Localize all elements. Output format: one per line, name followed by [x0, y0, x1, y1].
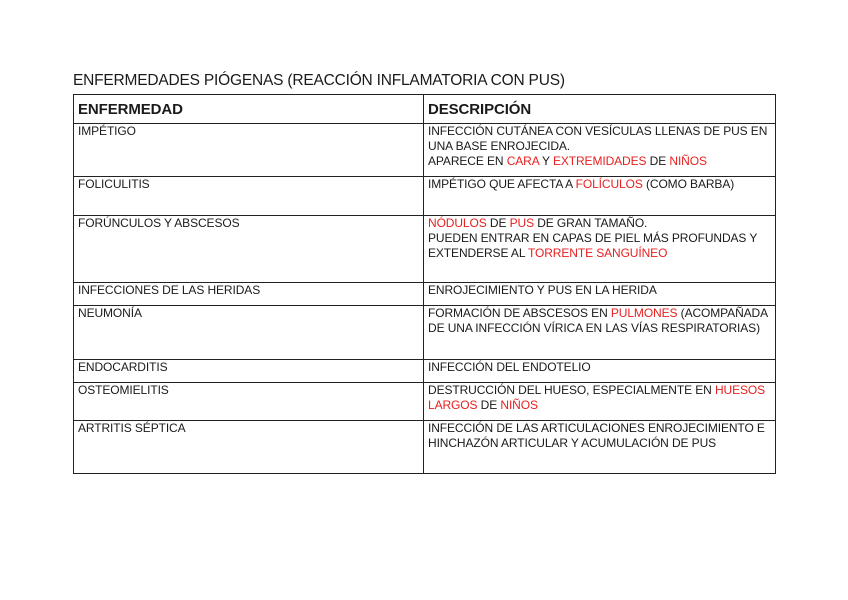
- description-paragraph: [428, 177, 771, 192]
- description-text: DE: [486, 216, 510, 230]
- disease-name: ARTRITIS SÉPTICA: [74, 421, 424, 474]
- table-row: [74, 283, 776, 306]
- description-paragraph: [428, 124, 771, 154]
- description-text: (COMO BARBA): [642, 177, 735, 191]
- description-text: Y: [538, 154, 553, 168]
- highlighted-term: NIÑOS: [500, 398, 538, 412]
- description-text: IMPÉTIGO QUE AFECTA A: [428, 177, 576, 191]
- disease-description: [424, 216, 776, 283]
- disease-description: [424, 306, 776, 360]
- disease-name: NEUMONÍA: [74, 306, 424, 360]
- disease-description: [424, 360, 776, 383]
- description-text: DE: [646, 154, 670, 168]
- table-row: [74, 306, 776, 360]
- disease-description: [424, 283, 776, 306]
- description-text: DESTRUCCIÓN DEL HUESO, ESPECIALMENTE EN: [428, 383, 715, 397]
- highlighted-term: PULMONES: [610, 306, 678, 320]
- table-row: [74, 216, 776, 283]
- description-text: INFECCIÓN DEL ENDOTELIO: [428, 360, 591, 374]
- highlighted-term: CARA: [506, 154, 539, 168]
- table-row: [74, 383, 776, 421]
- description-text: DE: [477, 398, 501, 412]
- description-text: APARECE EN: [428, 154, 507, 168]
- description-text: PUEDEN ENTRAR EN CAPAS DE PIEL MÁS PROFUNDAS Y EXTENDERSE AL: [428, 231, 761, 260]
- disease-name: OSTEOMIELITIS: [74, 383, 424, 421]
- description-text: FORMACIÓN DE ABSCESOS EN: [428, 306, 611, 320]
- description-text: INFECCIÓN CUTÁNEA CON VESÍCULAS LLENAS DE PUS EN UNA BASE ENROJECIDA.: [428, 124, 771, 153]
- column-header-description: DESCRIPCIÓN: [424, 95, 776, 124]
- highlighted-term: FOLÍCULOS: [575, 177, 643, 191]
- highlighted-term: PUS: [509, 216, 534, 230]
- highlighted-term: HUESOS LARGOS: [428, 383, 769, 412]
- document-title: ENFERMEDADES PIÓGENAS (REACCIÓN INFLAMATORIA CON PUS): [73, 72, 565, 89]
- highlighted-term: NÓDULOS: [428, 216, 487, 230]
- highlighted-term: NIÑOS: [669, 154, 707, 168]
- description-paragraph: [428, 421, 771, 451]
- description-paragraph: [428, 360, 771, 375]
- table-row: [74, 421, 776, 474]
- disease-description: [424, 383, 776, 421]
- disease-name: FOLICULITIS: [74, 177, 424, 216]
- description-text: INFECCIÓN DE LAS ARTICULACIONES ENROJECIMIENTO E HINCHAZÓN ARTICULAR Y ACUMULACIÓN DE PUS: [428, 421, 769, 450]
- description-paragraph: [428, 231, 771, 261]
- description-text: ENROJECIMIENTO Y PUS EN LA HERIDA: [428, 283, 657, 297]
- description-paragraph: [428, 283, 771, 298]
- disease-description: [424, 124, 776, 177]
- table-row: [74, 124, 776, 177]
- description-paragraph: [428, 154, 771, 169]
- description-text: (ACOMPAÑADA DE UNA INFECCIÓN VÍRICA EN LAS VÍAS RESPIRATORIAS): [428, 306, 771, 335]
- disease-description: [424, 421, 776, 474]
- description-paragraph: [428, 383, 771, 413]
- table-row: [74, 360, 776, 383]
- table-header-row: [74, 95, 776, 124]
- diseases-table: [73, 94, 776, 474]
- table-row: [74, 177, 776, 216]
- description-text: DE GRAN TAMAÑO.: [533, 216, 648, 230]
- column-header-disease: ENFERMEDAD: [74, 95, 424, 124]
- disease-name: FORÚNCULOS Y ABSCESOS: [74, 216, 424, 283]
- disease-name: ENDOCARDITIS: [74, 360, 424, 383]
- highlighted-term: TORRENTE SANGUÍNEO: [527, 246, 668, 260]
- disease-description: [424, 177, 776, 216]
- description-paragraph: [428, 306, 771, 336]
- disease-name: INFECCIONES DE LAS HERIDAS: [74, 283, 424, 306]
- description-paragraph: [428, 216, 771, 231]
- highlighted-term: EXTREMIDADES: [552, 154, 647, 168]
- disease-name: IMPÉTIGO: [74, 124, 424, 177]
